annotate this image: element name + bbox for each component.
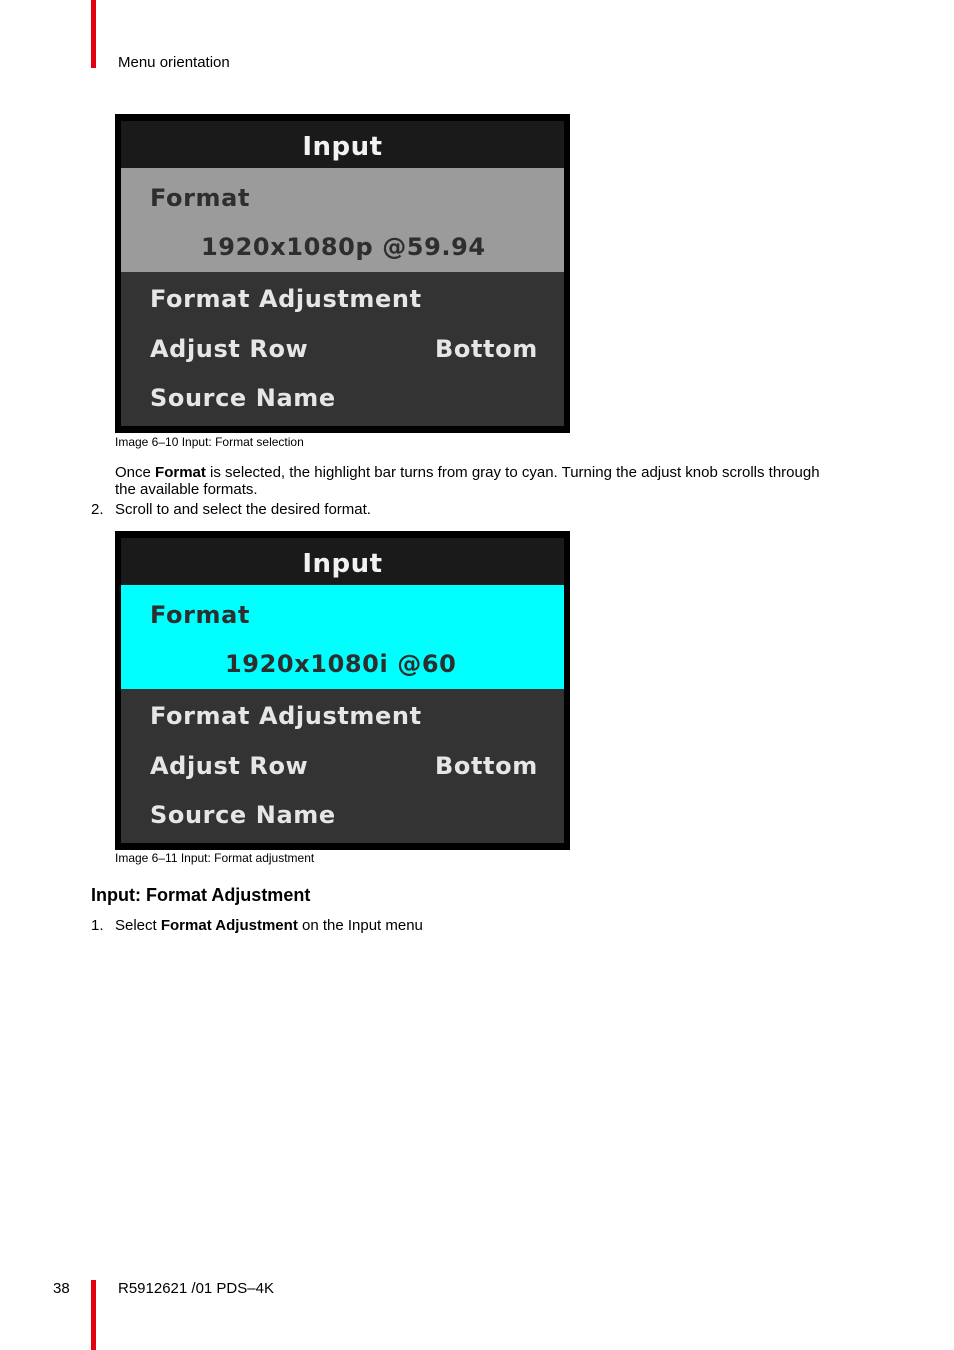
step-text: Scroll to and select the desired format. — [115, 501, 371, 518]
footer-accent-bar — [91, 1280, 96, 1350]
step-number: 2. — [91, 501, 104, 518]
osd-row-format-adjustment: Format Adjustment — [150, 702, 422, 730]
osd-title: Input — [121, 121, 564, 168]
osd-row-source-name: Source Name — [150, 801, 336, 829]
osd-highlight-bar — [121, 168, 564, 272]
step-number: 1. — [91, 917, 104, 934]
osd-format-label: Format — [150, 601, 251, 629]
document-id: R5912621 /01 PDS–4K — [118, 1280, 274, 1297]
osd-format-label: Format — [150, 184, 251, 212]
osd-row-adjust-row: Adjust Row — [150, 752, 309, 780]
osd-menu-format-adjustment — [115, 531, 570, 850]
osd-row-source-name: Source Name — [150, 384, 336, 412]
osd-title: Input — [121, 538, 564, 585]
osd-row-format-adjustment: Format Adjustment — [150, 285, 422, 313]
figure-caption: Image 6–10 Input: Format selection — [115, 435, 304, 449]
figure-caption: Image 6–11 Input: Format adjustment — [115, 851, 315, 865]
section-heading: Input: Format Adjustment — [91, 885, 311, 905]
osd-row-adjust-row: Adjust Row — [150, 335, 309, 363]
osd-adjust-row-value: Bottom — [435, 335, 538, 363]
step-text: Select Format Adjustment on the Input menu — [115, 917, 423, 934]
osd-format-value: 1920x1080i @60 — [225, 650, 457, 678]
osd-format-value: 1920x1080p @59.94 — [201, 233, 486, 261]
header-accent-bar — [91, 0, 96, 68]
osd-highlight-bar — [121, 585, 564, 689]
body-paragraph: Once Format is selected, the highlight bar turns from gray to cyan. Turning the adjust knob scrolls through the available formats. — [115, 464, 820, 498]
osd-menu-format-selection — [115, 114, 570, 433]
osd-adjust-row-value: Bottom — [435, 752, 538, 780]
section-header: Menu orientation — [118, 54, 230, 71]
page-number: 38 — [53, 1280, 70, 1297]
